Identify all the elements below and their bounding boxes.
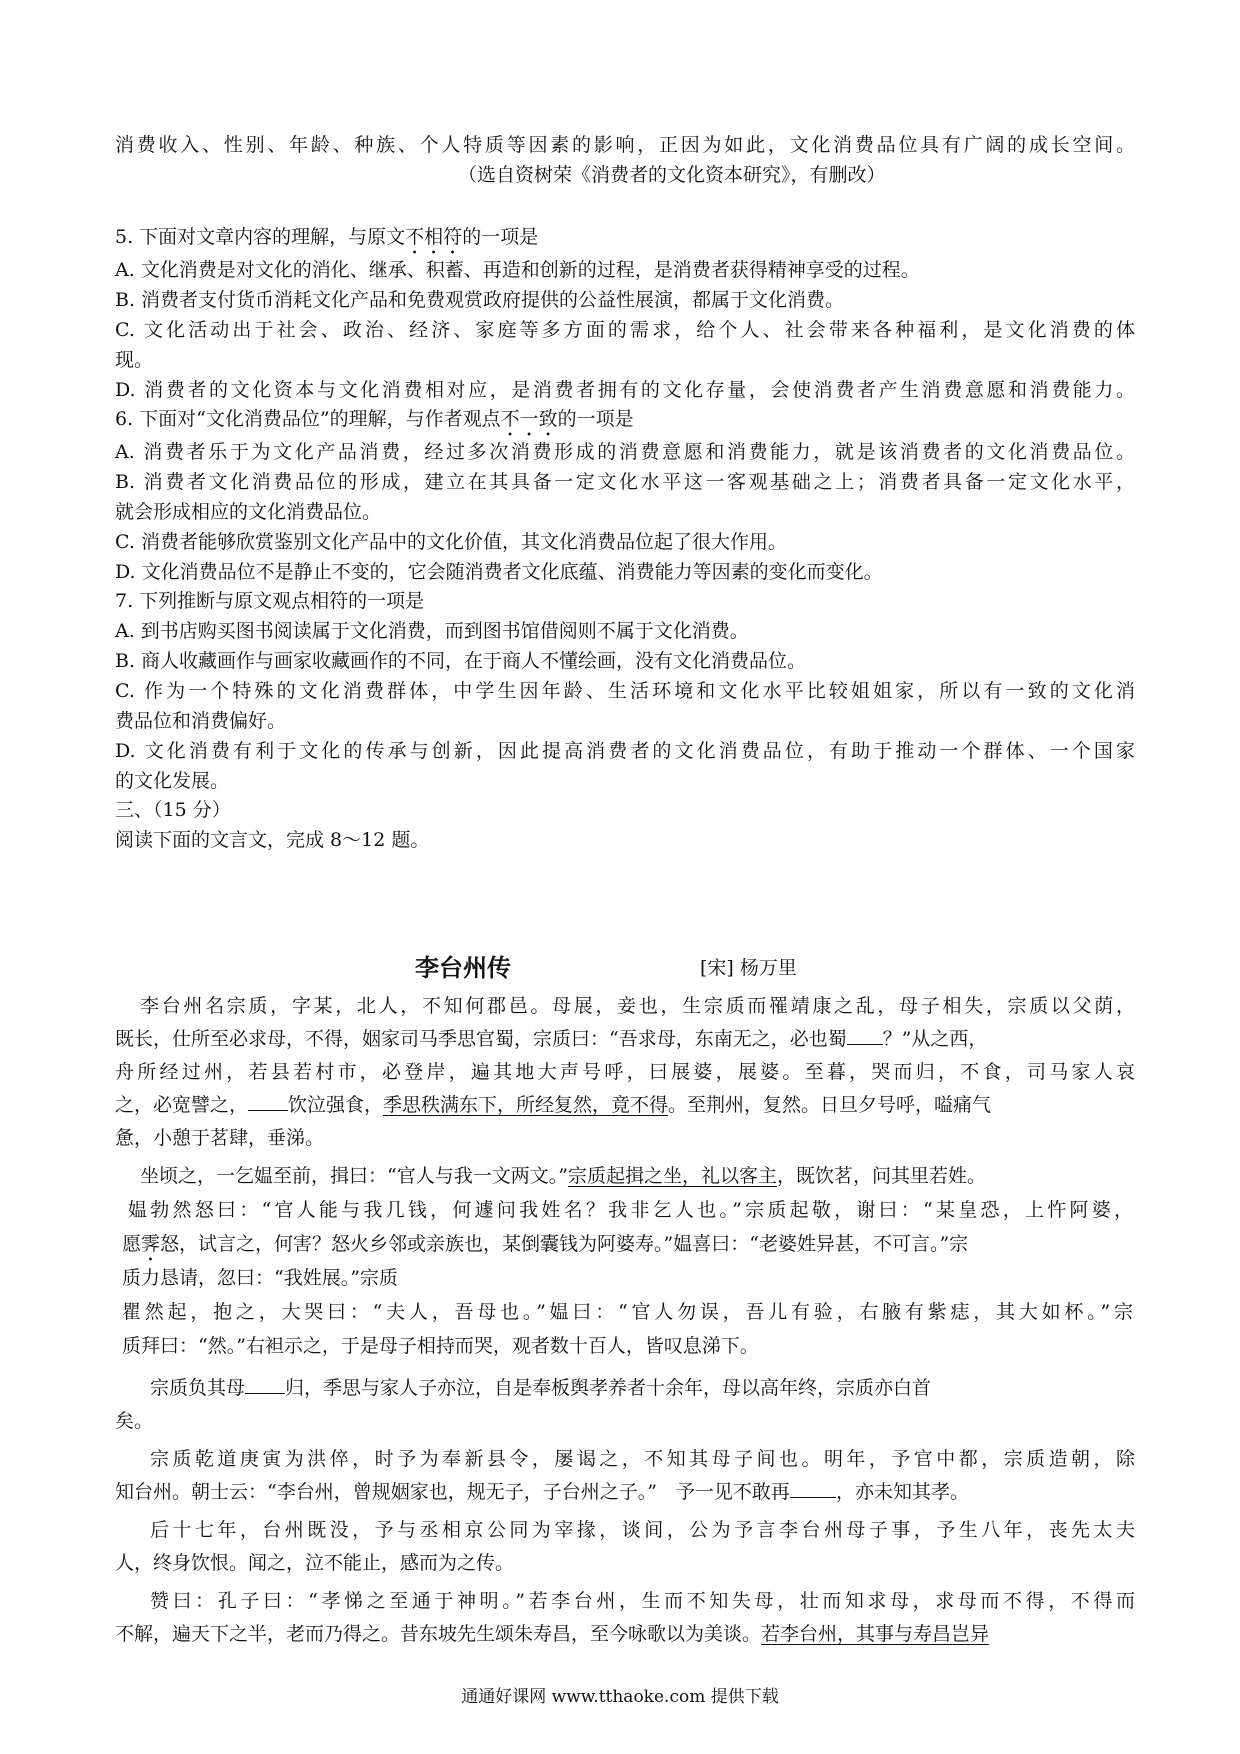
q5-option-d: D. 消费者的文化资本与文化消费相对应，是消费者拥有的文化存量，会使消费者产生消费意愿和消费能力。 bbox=[115, 379, 1135, 401]
q7-option-b: B. 商人收藏画作与画家收藏画作的不同，在于商人不懂绘画，没有文化消费品位。 bbox=[115, 650, 807, 672]
p2-line-4: 质力恳请，忽曰：“我姓展。”宗质 bbox=[122, 1267, 398, 1289]
passage-last-line: 消费收入、性别、年龄、种族、个人特质等因素的影响，正因为如此，文化消费品位具有广阔的成长空间。 bbox=[115, 134, 1135, 156]
passage-title: 李台州传 bbox=[415, 954, 511, 982]
page-footer: 通通好课网 www.tthaoke.com 提供下载 bbox=[461, 1687, 779, 1707]
q7-option-d-cont: 的文化发展。 bbox=[115, 770, 230, 792]
p1-line-5: 惫，小憩于茗肆，垂涕。 bbox=[115, 1127, 325, 1149]
q6-option-b: B. 消费者文化消费品位的形成，建立在其具备一定文化水平这一客观基础之上；消费者具备一定文化水平， bbox=[115, 471, 1135, 493]
emphasis-dotted-text: 不相符 bbox=[405, 226, 463, 248]
q5-option-a: A. 文化消费是对文化的消化、继承、积蓄、再造和创新的过程，是消费者获得精神享受的过程。 bbox=[115, 259, 920, 281]
q7-option-c: C. 作为一个特殊的文化消费群体，中学生因年龄、生活环境和文化水平比较姐姐家，所以有一致的文化消 bbox=[115, 680, 1135, 702]
question-6-stem: 6. 下面对“文化消费品位”的理解，与作者观点不一致的一项是 bbox=[115, 408, 634, 430]
q5-option-b: B. 消费者支付货币消耗文化产品和免费观赏政府提供的公益性展演，都属于文化消费。 bbox=[115, 289, 845, 311]
p2-line-3: 愿霁怒，试言之，何害？怒火乡邻或亲族也，某倒囊钱为阿婆寿。”媪喜曰：“老婆姓异甚，不可言。”宗 bbox=[122, 1233, 969, 1255]
p3-line-1: 宗质负其母 归，季思与家人子亦泣，自是奉板舆孝养者十余年，母以高年终，宗质亦白首 bbox=[150, 1377, 932, 1399]
q6-option-b-cont: 就会形成相应的文化消费品位。 bbox=[115, 501, 382, 523]
q6-option-c: C. 消费者能够欣赏鉴别文化产品中的文化价值，其文化消费品位起了很大作用。 bbox=[115, 531, 787, 553]
q6-option-d: D. 文化消费品位不是静止不变的，它会随消费者文化底蕴、消费能力等因素的变化而变化。 bbox=[115, 561, 883, 583]
p1-line-1: 李台州名宗质，字某，北人，不知何郡邑。母展，妾也，生宗质而罹靖康之乱，母子相失，宗质以父荫， bbox=[140, 995, 1135, 1017]
section-heading: 三、（15 分） bbox=[115, 799, 231, 821]
p6-line-1: 赞曰：孔子曰：“孝悌之至通于神明。”若李台州，生而不知失母，壮而知求母，求母而不得，不得而 bbox=[150, 1590, 1135, 1612]
p5-line-1: 后十七年，台州既没，予与丞相京公同为宰掾，谈间，公为予言李台州母子事，予生八年，丧先太夫 bbox=[150, 1519, 1135, 1541]
passage-author: [宋] 杨万里 bbox=[700, 957, 797, 979]
source-citation: （选自资树荣《消费者的文化资本研究》，有删改） bbox=[458, 164, 886, 186]
p3-line-2: 矣。 bbox=[115, 1410, 154, 1432]
q7-option-c-cont: 费品位和消费偏好。 bbox=[115, 710, 287, 732]
p1-line-2: 既长，仕所至必求母，不得，姻家司马季思官蜀，宗质曰：“吾求母，东南无之，必也蜀 ？”从之西， bbox=[115, 1028, 988, 1050]
p2-line-5: 瞿然起，抱之，大哭曰：“夫人，吾母也。”媪曰：“官人勿误，吾儿有验，右腋有紫痣，其大如杯。”宗 bbox=[122, 1301, 1133, 1323]
p6-line-2: 不解，遍天下之半，老而乃得之。昔东坡先生颂朱寿昌，至今咏歌以为美谈。若李台州，其事与寿昌岂异 bbox=[115, 1623, 990, 1645]
q5-option-c: C. 文化活动出于社会、政治、经济、家庭等多方面的需求，给个人、社会带来各种福利，是文化消费的体 bbox=[115, 319, 1135, 341]
question-7-stem: 7. 下列推断与原文观点相符的一项是 bbox=[115, 590, 425, 612]
section-instruction: 阅读下面的文言文，完成 8～12 题。 bbox=[115, 829, 430, 851]
p2-line-1: 坐顷之，一乞媪至前，揖曰：“官人与我一文两文。”宗质起揖之坐，礼以客主，既饮茗，问其里若姓。 bbox=[140, 1165, 986, 1187]
underlined-sentence: 宗质起揖之坐，礼以客主 bbox=[567, 1165, 777, 1187]
emphasis-dotted-text: 不一致 bbox=[500, 408, 558, 430]
q6-option-a: A. 消费者乐于为文化产品消费，经过多次消费形成的消费意愿和消费能力，就是该消费者的文化消费品位。 bbox=[115, 441, 1135, 463]
q5-option-c-cont: 现。 bbox=[115, 349, 154, 371]
fill-in-blank bbox=[248, 1092, 288, 1111]
passage-title-row bbox=[0, 952, 1240, 984]
p2-line-2: 媪勃然怒曰：“官人能与我几钱，何遽问我姓名？我非乞人也。”宗质起敬，谢曰：“某皇恐，上忤阿婆， bbox=[128, 1199, 1133, 1221]
p4-line-1: 宗质乾道庚寅为洪倅，时予为奉新县令，屡谒之，不知其母子间也。明年，予官中都，宗质造朝，除 bbox=[150, 1448, 1135, 1470]
underlined-sentence: 季思秩满东下，所经复然，竟不得 bbox=[383, 1094, 669, 1116]
p2-line-6: 质拜曰：“然。”右袒示之，于是母子相持而哭，观者数十百人，皆叹息涕下。 bbox=[122, 1335, 759, 1357]
p5-line-2: 人，终身饮恨。闻之，泣不能止，感而为之传。 bbox=[115, 1552, 515, 1574]
fill-in-blank bbox=[790, 1479, 836, 1498]
underlined-sentence: 若李台州，其事与寿昌岂异 bbox=[761, 1623, 990, 1645]
p1-line-3: 舟所经过州，若县若村市，必登岸，遍其地大声号呼，曰展婆，展婆。至暮，哭而归，不食，司马家人哀 bbox=[115, 1061, 1135, 1083]
p1-line-4: 之，必宽譬之， 饮泣强食，季思秩满东下，所经复然，竟不得。至荆州，复然。日旦夕号呼，嗌痛气 bbox=[115, 1094, 992, 1116]
emphasis-dotted-text: 霁 bbox=[141, 1233, 161, 1255]
fill-in-blank bbox=[245, 1375, 285, 1394]
p4-line-2: 知台州。朝士云：“李台州，曾规姻家也，规无子，子台州之子。” 予一见不敢再 ，亦未知其孝。 bbox=[115, 1481, 969, 1503]
q7-option-a: A. 到书店购买图书阅读属于文化消费，而到图书馆借阅则不属于文化消费。 bbox=[115, 620, 749, 642]
fill-in-blank bbox=[847, 1026, 883, 1045]
question-5-stem: 5. 下面对文章内容的理解，与原文不相符的一项是 bbox=[115, 226, 539, 248]
q7-option-d: D. 文化消费有利于文化的传承与创新，因此提高消费者的文化消费品位，有助于推动一个群体、一个国家 bbox=[115, 740, 1135, 762]
